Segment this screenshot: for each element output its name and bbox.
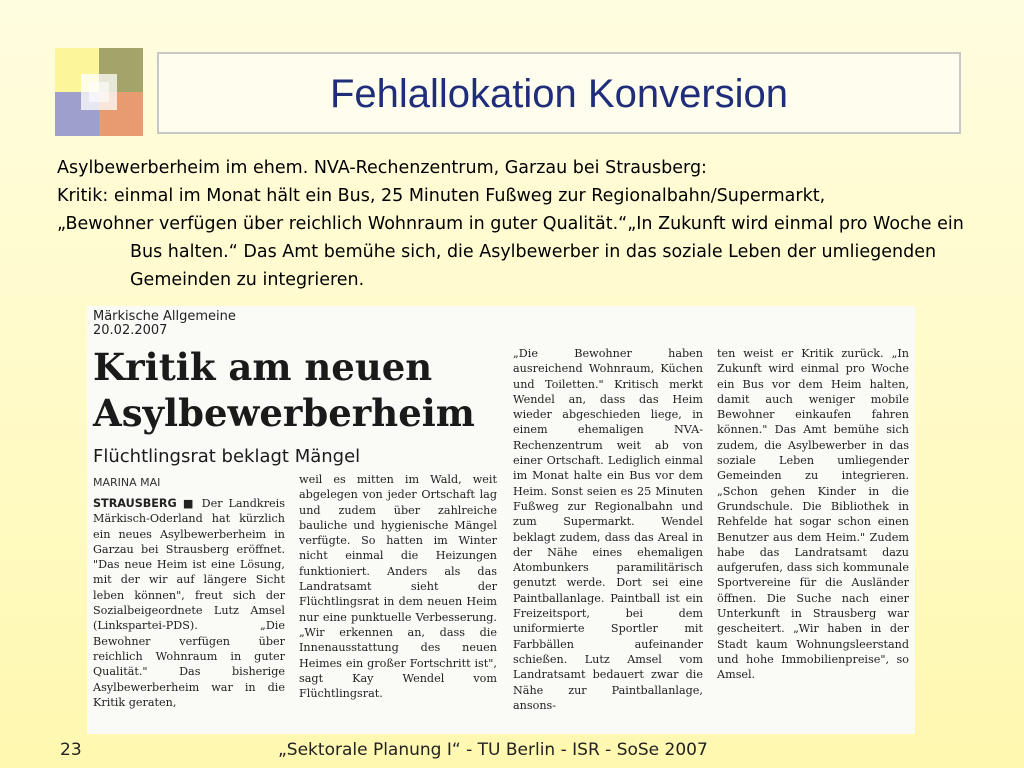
article-column-4: ten weist er Kritik zurück. „In Zukunft wird einmal pro Woche ein Bus vor dem Heim halten, damit auch weniger mobile Bewohner einkaufen fahren können." Das Amt bemühe sich zudem, die Asylbewerber in das soziale Leben umliegender Gemeinden zu integrieren. „Schon gehen Kinder in die Grundschule. Die Bibliothek in Rehfelde hat sogar schon einen Benutzer aus dem Heim." Zudem habe das Landratsamt dazu aufgerufen, dass sich kommunale Sportvereine für die Ausländer öffnen. Die Suche nach einer Unterkunft in Strausberg war gescheitert. „Wir haben in der Stadt kaum Wohnungsleerstand und hohe Immobilienpreise", so Amsel. bbox=[717, 347, 909, 682]
article-column-1-text: Der Landkreis Märkisch-Oderland hat kürzlich ein neues Asylbewerberheim in Garzau bei Strausberg eröffnet. "Das neue Heim ist eine Lösung, mit der wir auf längere Sicht leben können", freut sich der Sozialbeigeordnete Lutz Amsel (Linkspartei-PDS). „Die Bewohner verfügen über reichlich Wohnraum in guter Qualität." Das bisherige Asylbewerberheim war in die Kritik geraten, bbox=[93, 497, 285, 709]
article-author: MARINA MAI bbox=[93, 476, 161, 489]
newspaper-date: 20.02.2007 bbox=[93, 323, 168, 338]
title-box bbox=[157, 52, 961, 134]
article-headline bbox=[93, 344, 475, 436]
body-paragraph-1: Asylbewerberheim im ehem. NVA-Rechenzentrum, Garzau bei Strausberg: bbox=[57, 158, 707, 178]
slide-body bbox=[57, 154, 997, 294]
article-column-3: „Die Bewohner haben ausreichend Wohnraum, Küchen und Toiletten." Kritisch merkt Wendel an, dass das Heim wieder abgeschieden liege, in einem ehemaligen NVA-Rechenzentrum weit ab von einer Ortschaft. Lediglich einmal im Monat halte ein Bus vor dem Heim. Sonst seien es 25 Minuten Fußweg zur Regionalbahn und zum Supermarkt. Wendel beklagt zudem, dass das Areal in der Nähe eines ehemaligen Atombunkers paramilitärisch genutzt werde. Dort sei eine Paintballanlage. Paintball ist ein Freizeitsport, bei dem uniformierte Sportler mit Farbbällen aufeinander schießen. Lutz Amsel vom Landratsamt bedauert zwar die Nähe zur Paintballanlage, ansons- bbox=[513, 347, 703, 712]
headline-line-2: Asylbewerberheim bbox=[93, 391, 475, 435]
logo-center-inner-square bbox=[89, 82, 109, 102]
body-paragraph-2: Kritik: einmal im Monat hält ein Bus, 25 Minuten Fußweg zur Regionalbahn/Supermarkt, bbox=[57, 186, 826, 206]
footer-text: „Sektorale Planung I“ - TU Berlin - ISR - SoSe 2007 bbox=[278, 740, 708, 760]
article-column-1 bbox=[93, 496, 285, 710]
article-column-2: weil es mitten im Wald, weit abgelegen von jeder Ortschaft lag und zudem über zahlreiche bauliche und hygienische Mängel verfügte. So hatten im Winter nicht einmal die Heizungen funktioniert. Anders als das Landratsamt sieht der Flüchtlingsrat in dem neuen Heim nur eine punktuelle Verbesserung. „Wir erkennen an, dass die Innenausstattung des neuen Heimes ein großer Fortschritt ist", sagt Kay Wendel vom Flüchtlingsrat. bbox=[299, 473, 497, 701]
page-number: 23 bbox=[60, 740, 82, 760]
newspaper-name: Märkische Allgemeine bbox=[93, 309, 236, 324]
article-subhead: Flüchtlingsrat beklagt Mängel bbox=[93, 446, 361, 467]
body-paragraph-3: „Bewohner verfügen über reichlich Wohnraum in guter Qualität.“„In Zukunft wird einmal pro Woche ein Bus halten.“ Das Amt bemühe sich, die Asylbewerber in das soziale Leben der umliegenden Gemeinden zu integrieren. bbox=[57, 214, 964, 290]
slide-logo bbox=[55, 48, 143, 136]
article-dateline: STRAUSBERG ■ bbox=[93, 497, 196, 510]
headline-line-1: Kritik am neuen bbox=[93, 345, 433, 389]
newspaper-clipping bbox=[87, 306, 915, 734]
slide-title: Fehlallokation Konversion bbox=[329, 72, 789, 116]
